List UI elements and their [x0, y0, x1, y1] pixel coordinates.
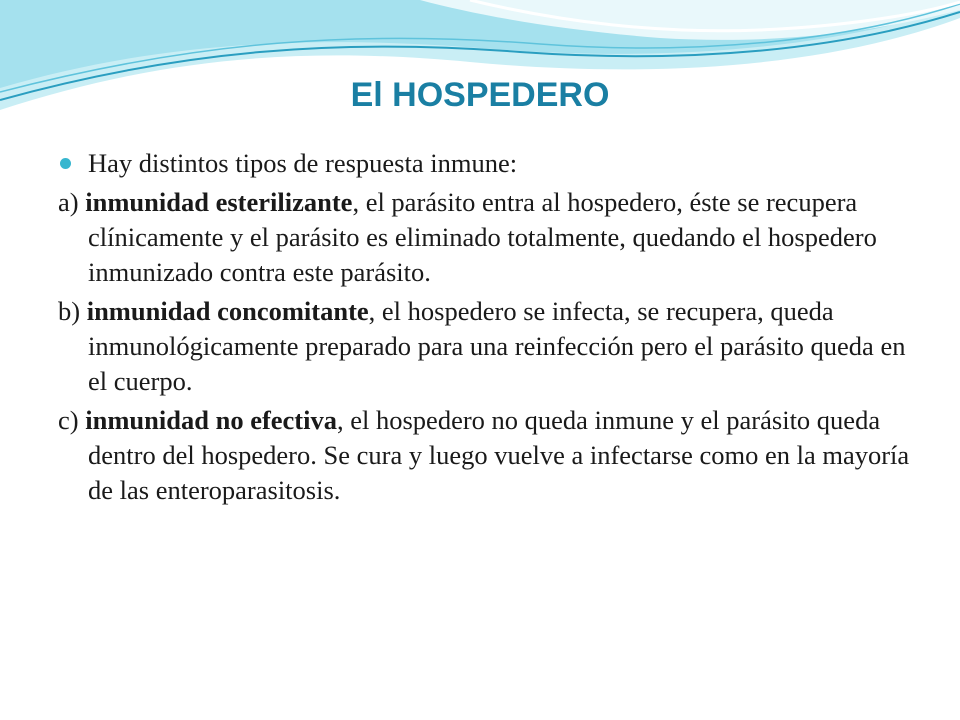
immunity-item-a: [58, 185, 918, 290]
immunity-item-c: [58, 403, 918, 508]
slide-title: El HOSPEDERO: [350, 76, 610, 114]
item-term: inmunidad no efectiva: [85, 405, 337, 435]
item-text: , el hospedero se infecta, se recupera, queda inmunológicamente preparado para una reinfección pero el parásito queda en el cuerpo.: [88, 296, 906, 396]
bullet-text: Hay distintos tipos de respuesta inmune:: [88, 148, 518, 178]
immunity-item-b: [58, 294, 918, 399]
item-term: inmunidad concomitante: [86, 296, 369, 326]
item-prefix: c): [58, 405, 86, 435]
item-term: inmunidad esterilizante: [85, 187, 353, 217]
item-text: , el parásito entra al hospedero, éste se recupera clínicamente y el parásito es eliminado totalmente, quedando el hospedero inmunizado contra este parásito.: [88, 187, 877, 287]
item-prefix: a): [58, 187, 86, 217]
bullet-item: [88, 146, 918, 181]
bullet-icon: [60, 158, 71, 169]
item-prefix: b): [58, 296, 87, 326]
slide-body: [58, 146, 918, 512]
item-text: , el hospedero no queda inmune y el parásito queda dentro del hospedero. Se cura y luego vuelve a infectarse como en la mayoría de las enteroparasitosis.: [88, 405, 910, 505]
